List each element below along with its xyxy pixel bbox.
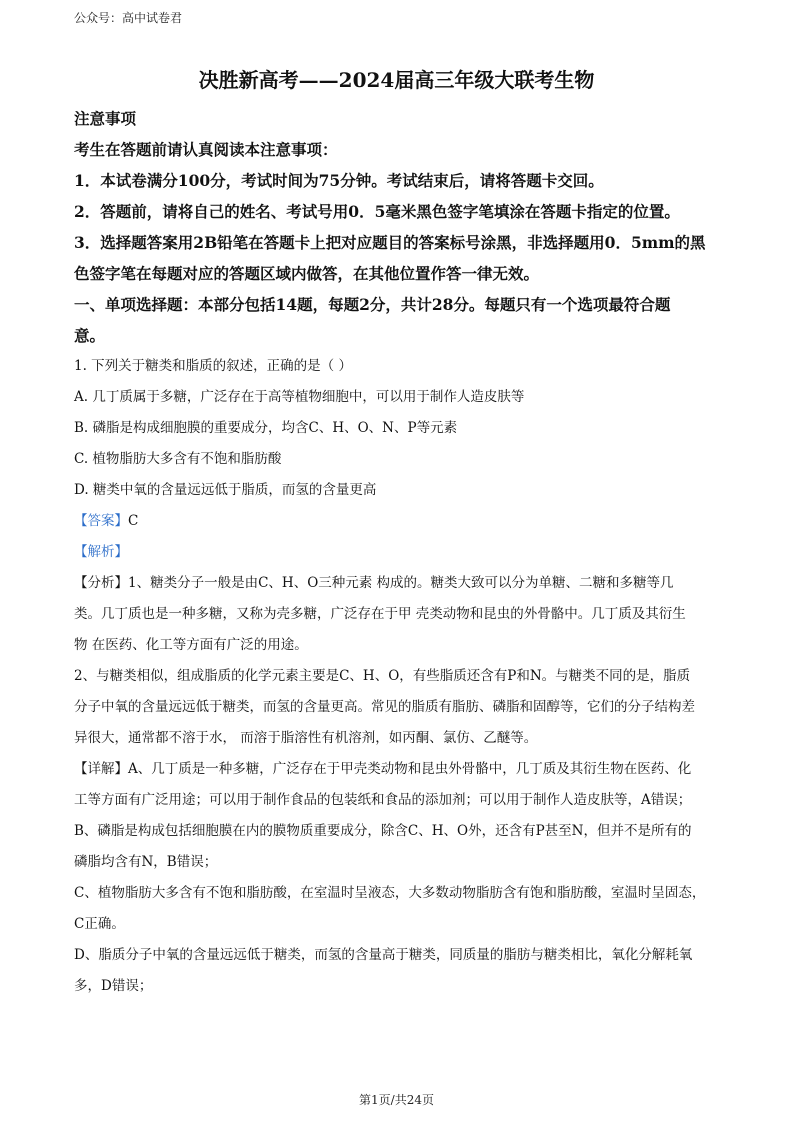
answer-value: C bbox=[128, 513, 139, 529]
fenxi-line-2: 类。几丁质也是一种多糖，又称为壳多糖，广泛存在于甲 壳类动物和昆虫的外骨骼中。几丁质及其衍生 bbox=[74, 606, 686, 622]
xiangjie-line-4: 磷脂均含有N，B错误； bbox=[74, 854, 218, 870]
xiangjie-line-6: C正确。 bbox=[74, 916, 125, 932]
fenxi-line-1: 【分析】1、糖类分子一般是由C、H、O三种元素 构成的。糖类大致可以分为单糖、二糖和多糖等几 bbox=[74, 575, 674, 591]
notice-item-3: 3．选择题答案用2B铅笔在答题卡上把对应题目的答案标号涂黑，非选择题用0．5mm的黑 bbox=[74, 233, 706, 252]
page-number: 第1页/共24页 bbox=[359, 1093, 434, 1107]
analysis-label: 【解析】 bbox=[74, 544, 128, 560]
answer-label: 【答案】 bbox=[74, 513, 128, 529]
xiangjie-line-2: 工等方面有广泛用途；可以用于制作食品的包装纸和食品的添加剂；可以用于制作人造皮肤等，A错误； bbox=[74, 792, 692, 808]
section-heading: 一、单项选择题：本部分包括14题，每题2分，共计28分。每题只有一个选项最符合题 bbox=[74, 295, 671, 314]
notice-item-1: 1．本试卷满分100分，考试时间为75分钟。考试结束后，请将答题卡交回。 bbox=[74, 171, 604, 190]
header-account: 公众号：高中试卷君 bbox=[74, 11, 183, 25]
fenxi-label: 【分析】 bbox=[74, 575, 128, 591]
notice-item-3-cont: 色签字笔在每题对应的答题区域内做答，在其他位置作答一律无效。 bbox=[74, 264, 540, 283]
notice-section bbox=[74, 103, 719, 351]
xiangjie-line-1: 【详解】A、几丁质是一种多糖，广泛存在于甲壳类动物和昆虫外骨骼中，几丁质及其衍生物在医药、化 bbox=[74, 761, 692, 777]
xiangjie-line-8: 多，D错误； bbox=[74, 978, 153, 994]
section-heading-cont: 意。 bbox=[74, 326, 106, 345]
fenxi-line-4: 2、与糖类相似，组成脂质的化学元素主要是C、H、O，有些脂质还含有P和N。与糖类不同的是，脂质 bbox=[74, 668, 691, 684]
xiangjie-line-5: C、植物脂肪大多含有不饱和脂肪酸，在室温时呈液态，大多数动物脂肪含有饱和脂肪酸，室温时呈固态， bbox=[74, 885, 706, 901]
notice-intro: 考生在答题前请认真阅读本注意事项： bbox=[74, 140, 338, 159]
option-a: A. 几丁质属于多糖，广泛存在于高等植物细胞中，可以用于制作人造皮肤等 bbox=[74, 389, 525, 405]
xiangjie-line-7: D、脂质分子中氧的含量远远低于糖类，而氢的含量高于糖类，同质量的脂肪与糖类相比，氧化分解耗氧 bbox=[74, 947, 693, 963]
notice-item-2: 2．答题前，请将自己的姓名、考试号用0．5毫米黑色签字笔填涂在答题卡指定的位置。 bbox=[74, 202, 680, 221]
xiangjie-label: 【详解】 bbox=[74, 761, 128, 777]
fenxi-line-3: 物 在医药、化工等方面有广泛的用途。 bbox=[74, 637, 308, 653]
question-stem: 1. 下列关于糖类和脂质的叙述，正确的是（ ） bbox=[74, 358, 352, 374]
option-b: B. 磷脂是构成细胞膜的重要成分，均含C、H、O、N、P等元素 bbox=[74, 420, 458, 436]
fenxi-line-6: 异很大，通常都不溶于水， 而溶于脂溶性有机溶剂，如丙酮、氯仿、乙醚等。 bbox=[74, 730, 538, 746]
option-d: D. 糖类中氧的含量远远低于脂质，而氢的含量更高 bbox=[74, 482, 377, 498]
notice-heading: 注意事项 bbox=[74, 109, 137, 128]
page-title: 决胜新高考——2024届高三年级大联考生物 bbox=[198, 68, 595, 92]
question-body bbox=[74, 351, 719, 1002]
option-c: C. 植物脂肪大多含有不饱和脂肪酸 bbox=[74, 451, 282, 467]
answer-line bbox=[74, 506, 719, 537]
fenxi-line-5: 分子中氧的含量远远低于糖类，而氢的含量更高。常见的脂质有脂肪、磷脂和固醇等，它们的分子结构差 bbox=[74, 699, 695, 715]
analysis-line bbox=[74, 537, 719, 568]
xiangjie-line-3: B、磷脂是构成包括细胞膜在内的膜物质重要成分，除含C、H、O外，还含有P甚至N，但并不是所有的 bbox=[74, 823, 692, 839]
